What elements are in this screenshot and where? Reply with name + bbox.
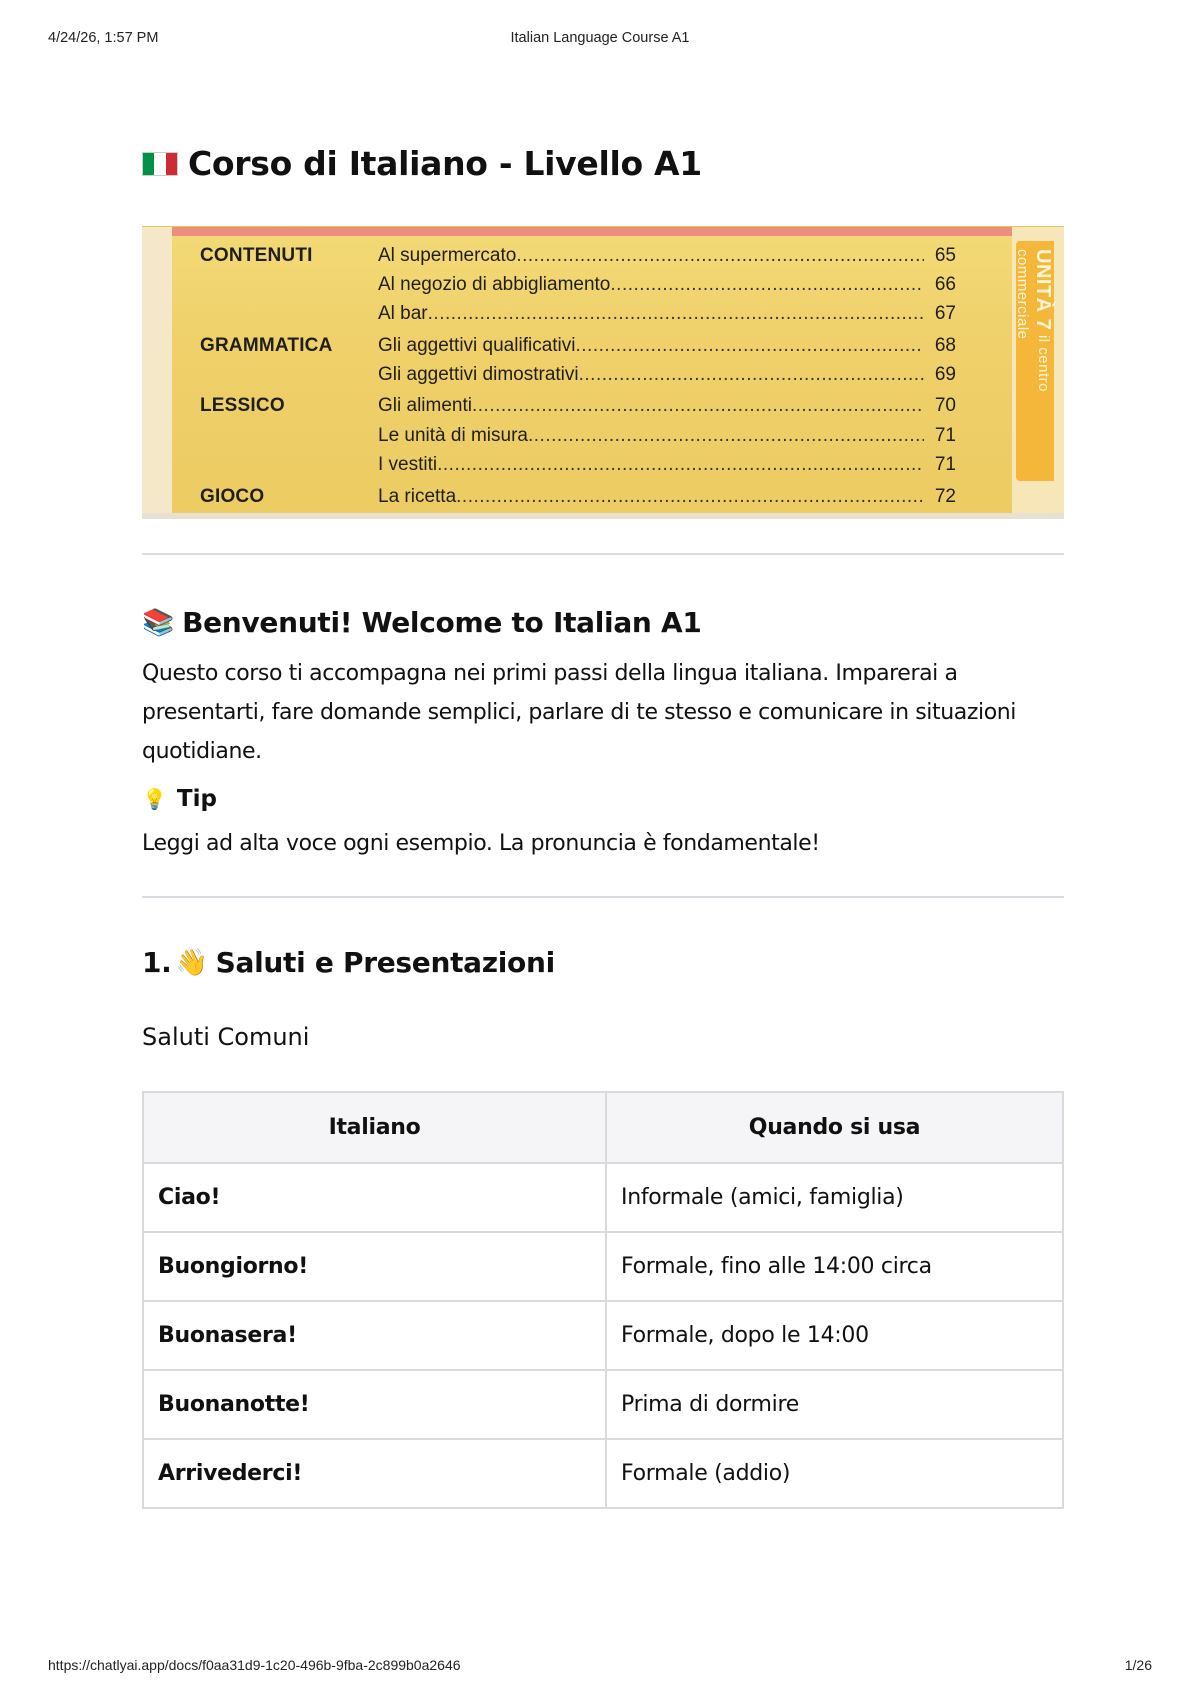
toc-entry: Gli aggettivi qualificativi ..... [378, 335, 924, 357]
table-row [143, 1301, 1063, 1370]
toc-page: 67 [934, 303, 956, 324]
unit-name: il centro commerciale [1014, 249, 1052, 392]
divider [142, 553, 1064, 555]
toc-entry: Al supermercato ..... [378, 245, 924, 267]
print-header [48, 30, 1152, 52]
greeting-cell: Ciao! [143, 1163, 606, 1232]
toc-row [200, 454, 956, 480]
toc-page: 70 [934, 395, 956, 416]
tip-heading [142, 786, 217, 812]
unit-tab-label [1016, 247, 1054, 479]
toc-row [200, 274, 956, 300]
greeting-cell: Buongiorno! [143, 1232, 606, 1301]
toc-entry: Gli aggettivi dimostrativi ..... [378, 364, 924, 386]
toc-page: 71 [934, 425, 956, 446]
table-row [143, 1232, 1063, 1301]
section1-title: Saluti e Presentazioni [215, 946, 555, 979]
toc-section: GRAMMATICA [200, 335, 333, 356]
toc-row [200, 486, 956, 512]
toc-page: 69 [934, 364, 956, 385]
greeting-cell: Arrivederci! [143, 1439, 606, 1508]
toc-page: 65 [934, 245, 956, 266]
usage-cell: Formale, dopo le 14:00 [606, 1301, 1063, 1370]
page-title [142, 144, 702, 183]
toc-page: 68 [934, 335, 956, 356]
tip-title: Tip [176, 786, 217, 812]
toc-entry: Al bar ..... [378, 303, 924, 325]
greeting-cell: Buonanotte! [143, 1370, 606, 1439]
section1-number: 1. [142, 946, 172, 979]
table-of-contents-image [142, 226, 1064, 519]
print-footer [48, 1657, 1152, 1679]
table-row [143, 1439, 1063, 1508]
print-datetime: 4/24/26, 1:57 PM [48, 30, 159, 46]
print-url[interactable]: https://chatlyai.app/docs/f0aa31d9-1c20-496b-9fba-2c899b0a2646 [48, 1657, 461, 1673]
unit-number: UNITÀ 7 [1032, 249, 1054, 331]
light-bulb-icon: 💡 [142, 787, 167, 811]
toc-row [200, 364, 956, 390]
toc-page: 66 [934, 274, 956, 295]
toc-page: 72 [934, 486, 956, 507]
toc-section: GIOCO [200, 486, 265, 507]
section1-subtitle: Saluti Comuni [142, 1023, 310, 1051]
toc-row [200, 245, 956, 271]
welcome-heading [142, 606, 702, 639]
toc-page: 71 [934, 454, 956, 475]
print-doc-title: Italian Language Course A1 [510, 30, 690, 46]
waving-hand-icon: 👋 [175, 947, 208, 978]
section1-heading [142, 946, 555, 979]
toc-row [200, 303, 956, 329]
greetings-table [142, 1091, 1064, 1509]
toc-entry: I vestiti ..... [378, 454, 924, 476]
toc-section: CONTENUTI [200, 245, 313, 266]
toc-row [200, 425, 956, 451]
table-header-row [143, 1092, 1063, 1163]
page-number: 1/26 [1124, 1657, 1152, 1673]
toc-row [200, 335, 956, 361]
welcome-title: Benvenuti! Welcome to Italian A1 [182, 606, 702, 639]
italy-flag-icon [142, 152, 178, 176]
books-icon: 📚 [142, 607, 175, 638]
toc-entry: Gli alimenti ..... [378, 395, 924, 417]
tip-paragraph: Leggi ad alta voce ogni esempio. La pronuncia è fondamentale! [142, 831, 820, 856]
page-title-text: Corso di Italiano - Livello A1 [188, 144, 702, 183]
table-row [143, 1163, 1063, 1232]
toc-section: LESSICO [200, 395, 285, 416]
toc-entry: Le unità di misura ..... [378, 425, 924, 447]
divider [142, 896, 1064, 898]
table-row [143, 1370, 1063, 1439]
column-header-quando: Quando si usa [606, 1092, 1063, 1163]
column-header-italiano: Italiano [143, 1092, 606, 1163]
usage-cell: Formale, fino alle 14:00 circa [606, 1232, 1063, 1301]
usage-cell: Informale (amici, famiglia) [606, 1163, 1063, 1232]
toc-row [200, 395, 956, 421]
usage-cell: Formale (addio) [606, 1439, 1063, 1508]
toc-entry: La ricetta ..... [378, 486, 924, 508]
usage-cell: Prima di dormire [606, 1370, 1063, 1439]
toc-entry: Al negozio di abbigliamento ..... [378, 274, 924, 296]
greeting-cell: Buonasera! [143, 1301, 606, 1370]
welcome-paragraph: Questo corso ti accompagna nei primi passi della lingua italiana. Imparerai a presentarti, fare domande semplici, parlare di te stesso e comunicare in situazioni quotidiane. [142, 661, 1017, 764]
